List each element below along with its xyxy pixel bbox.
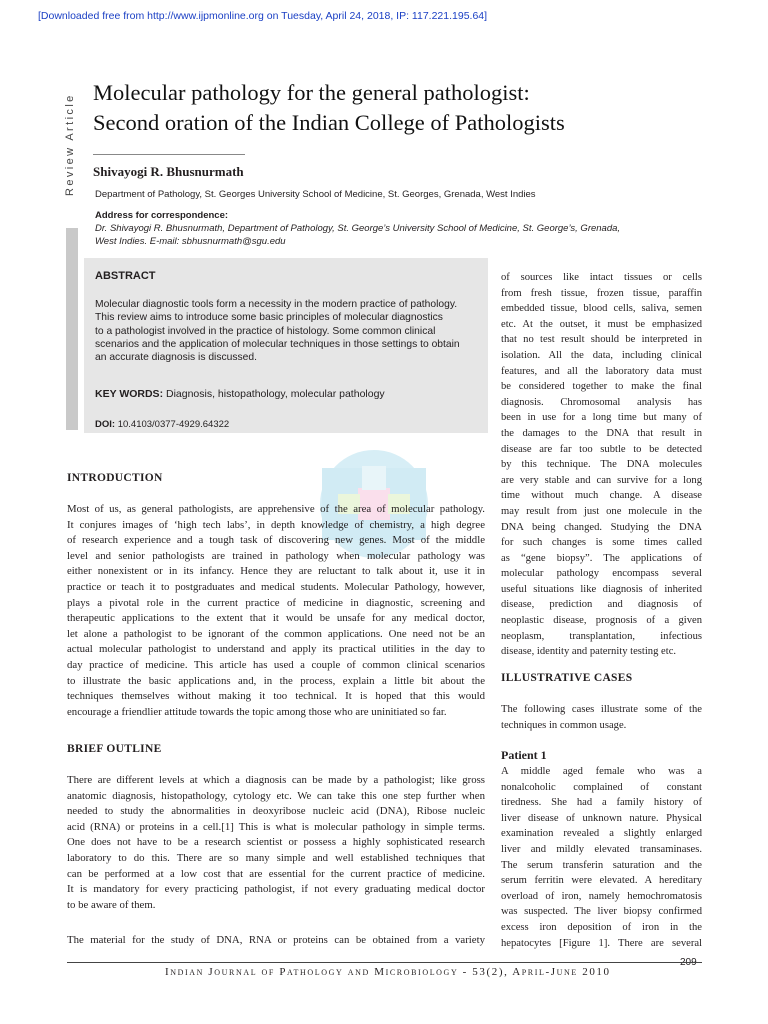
illustrative-cases-text	[501, 702, 702, 733]
correspondence-address	[95, 222, 695, 248]
correspondence-line: Dr. Shivayogi R. Bhusnurmath, Department of Pathology, St. George’s University School of Medicine, St. George’s, Grenada,	[95, 223, 621, 234]
text-line: techniques themselves without making it too technical. It is hoped that this would	[67, 690, 485, 703]
text-line: neoplasm, transplantation, infectious	[501, 630, 702, 642]
abstract-line: to a pathologist involved in the practice of histology. Some common clinical	[95, 325, 436, 337]
text-line: liver and mildly elevated transaminases.	[501, 843, 702, 855]
brief-outline-heading: BRIEF OUTLINE	[67, 743, 162, 755]
text-line: be considered together to make the final	[501, 381, 702, 393]
text-line: can be performed at a low cost that are essential for the current practice of medicine.	[67, 867, 485, 880]
brief-outline-text	[67, 773, 485, 913]
illustrative-cases-heading: ILLUSTRATIVE CASES	[501, 672, 633, 684]
text-line: was suspected. The liver biopsy confirmed	[501, 906, 702, 918]
text-line: excess iron deposition of iron in the	[501, 921, 702, 933]
text-line: therapeutic applications to the extent that it would be unsafe for any medical doctor,	[67, 612, 485, 625]
doi	[95, 419, 229, 430]
text-line: level and senior pathologists are trained in pathology when molecular pathology was	[67, 549, 485, 562]
text-line: diagnosis. Chromosomal analysis has	[501, 396, 702, 408]
correspondence-line: West Indies. E-mail: sbhusnurmath@sgu.edu	[95, 236, 286, 247]
text-line: disease, identity and paternity testing etc.	[501, 646, 677, 658]
title-divider	[93, 154, 245, 155]
text-line: etc. At the outset, it must be emphasized	[501, 318, 702, 330]
text-line: laboratory to do this. There are so many simple and well established techniques that	[67, 851, 485, 864]
text-line: disease are far too subtle to be detected	[501, 443, 702, 455]
text-line: encourage a friendlier attitude towards the topic among those who are uninitiated so far.	[67, 705, 447, 718]
author-affiliation: Department of Pathology, St. Georges University School of Medicine, St. Georges, Grenada, West Indies	[95, 189, 536, 200]
text-line: The serum transferin saturation and the	[501, 859, 702, 871]
correspondence-heading: Address for correspondence:	[95, 210, 229, 221]
journal-footer: Indian Journal of Pathology and Microbiology - 53(2), April-June 2010	[165, 966, 611, 978]
text-line: nonalcoholic complained of constant	[501, 781, 702, 793]
text-line: anatomic diagnosis, histopathology, cytology etc. We can take this one step further when	[67, 789, 485, 802]
footer-divider	[67, 962, 702, 963]
side-bar-decoration	[66, 228, 78, 430]
abstract-line: Molecular diagnostic tools form a necessity in the modern practice of pathology.	[95, 299, 458, 310]
keywords	[95, 388, 385, 400]
text-line: acid (RNA) or proteins in a cell.[1] This is what is molecular pathology in simple terms.	[67, 820, 485, 833]
text-line: neoplastic disease, prognosis of a given	[501, 615, 702, 627]
keywords-value: Diagnosis, histopathology, molecular pathology	[165, 388, 385, 400]
text-line: practice or teach it to postgraduates and medical students. Molecular Pathology, however,	[67, 580, 485, 593]
text-line: are very stable and can survive for a long	[501, 474, 702, 486]
patient-1-heading: Patient 1	[501, 748, 547, 762]
text-line: The material for the study of DNA, RNA or proteins can be obtained from a variety	[67, 934, 485, 946]
text-line: hepatocytes [Figure 1]. There are several	[501, 937, 702, 949]
text-line: actual molecular pathologist to understand and apply its practical utilities in the day to	[67, 643, 485, 656]
keywords-label: KEY WORDS:	[95, 388, 164, 400]
text-line: tiredness. She had a family history of	[501, 797, 702, 809]
text-line: that no test result should be interpreted in	[501, 334, 702, 346]
text-line: been in use for a long time but many of	[501, 412, 702, 424]
text-line: to illustrate the basic applications and, in the process, explain a little bit about the	[67, 674, 485, 687]
text-line: time without much change. A disease	[501, 490, 702, 502]
text-line: overload of iron, namely hemochromatosis	[501, 890, 702, 902]
text-line: molecular pathology encompass several	[501, 568, 702, 580]
text-line: Most of us, as general pathologists, are apprehensive of the area of molecular pathology.	[67, 503, 485, 515]
introduction-heading: INTRODUCTION	[67, 472, 163, 484]
text-line: isolation. All the data, including clinical	[501, 349, 702, 361]
title-line: Second oration of the Indian College of Pathologists	[93, 110, 565, 135]
text-line: liver disease of unknown nature. Physical	[501, 812, 702, 824]
text-line: disease, prediction and diagnosis of	[501, 599, 702, 611]
text-line: day practice of medicine. This article has used a couple of common clinical scenarios	[67, 658, 485, 671]
text-line: It is mandatory for every practicing pathologist, if not every graduating medical doctor	[67, 883, 485, 896]
text-line: It conjures images of ‘high tech labs’, in depth knowledge of chemistry, a high degree	[67, 518, 485, 531]
abstract-line: an accurate diagnosis is discussed.	[95, 352, 257, 364]
right-column-text	[501, 270, 702, 660]
author-name: Shivayogi R. Bhusnurmath	[93, 164, 244, 179]
abstract-line: This review aims to introduce some basic principles of molecular diagnostics	[95, 312, 443, 324]
doi-value: 10.4103/0377-4929.64322	[117, 419, 230, 430]
text-line: to be aware of them.	[67, 898, 156, 911]
title-line: Molecular pathology for the general pathologist:	[93, 80, 530, 105]
text-line: embedded tissue, blood cells, saliva, semen	[501, 303, 702, 315]
text-line: A middle aged female who was a	[501, 766, 702, 777]
text-line: by this technique. The DNA molecules	[501, 459, 702, 471]
text-line: needed to study the abnormalities in deoxyribose nucleic acid (DNA), Ribose nucleic	[67, 805, 485, 818]
abstract-text	[95, 298, 485, 364]
text-line: The following cases illustrate some of the	[501, 704, 702, 715]
abstract-line: scenarios and the application of molecular techniques in those settings to obtain	[95, 338, 460, 350]
download-note: [Downloaded free from http://www.ijpmonline.org on Tuesday, April 24, 2018, IP: 117.221.195.64]	[38, 10, 488, 22]
text-line: from fresh tissue, frozen tissue, paraffin	[501, 287, 702, 299]
text-line: techniques in common usage.	[501, 719, 627, 731]
article-title	[93, 78, 733, 138]
text-line: let alone a pathologist to be ignorant of the common applications. One need not be an	[67, 627, 485, 640]
text-line: useful situations like diagnosis of inherited	[501, 583, 702, 595]
text-line: for such changes is some times called	[501, 537, 702, 549]
abstract-heading: ABSTRACT	[95, 270, 156, 282]
introduction-text	[67, 502, 485, 720]
text-line: features, and all the laboratory data must	[501, 365, 702, 377]
text-line: serum ferritin were elevated. A hereditary	[501, 875, 702, 887]
text-line: either nonexistent or in its infancy. Hence they are reluctant to talk about it, use it in	[67, 565, 485, 578]
text-line: of sources like intact tissues or cells	[501, 272, 702, 283]
article-type-label: Review Article	[64, 93, 76, 197]
text-line: examination revealed a slightly enlarged	[501, 828, 702, 840]
text-line: the damages to the DNA that result in	[501, 427, 702, 439]
text-line: may result from just one molecule in the	[501, 505, 702, 517]
patient-1-text	[501, 764, 702, 951]
text-line: of research experience and a tough task of discovering new genes. Most of the middle	[67, 534, 485, 547]
text-line: There are different levels at which a diagnosis can be made by a pathologist; like gross	[67, 774, 485, 786]
text-line: DNA being changed. Studying the DNA	[501, 521, 702, 533]
brief-outline-text-2	[67, 933, 485, 949]
text-line: as “gene biopsy”. The applications of	[501, 552, 702, 564]
text-line: One does not have to be a research scientist or possess a highly sophisticated research	[67, 836, 485, 849]
text-line: plays a pivotal role in the current practice of medicine in diagnostic, screening and	[67, 596, 485, 609]
doi-label: DOI:	[95, 419, 116, 430]
